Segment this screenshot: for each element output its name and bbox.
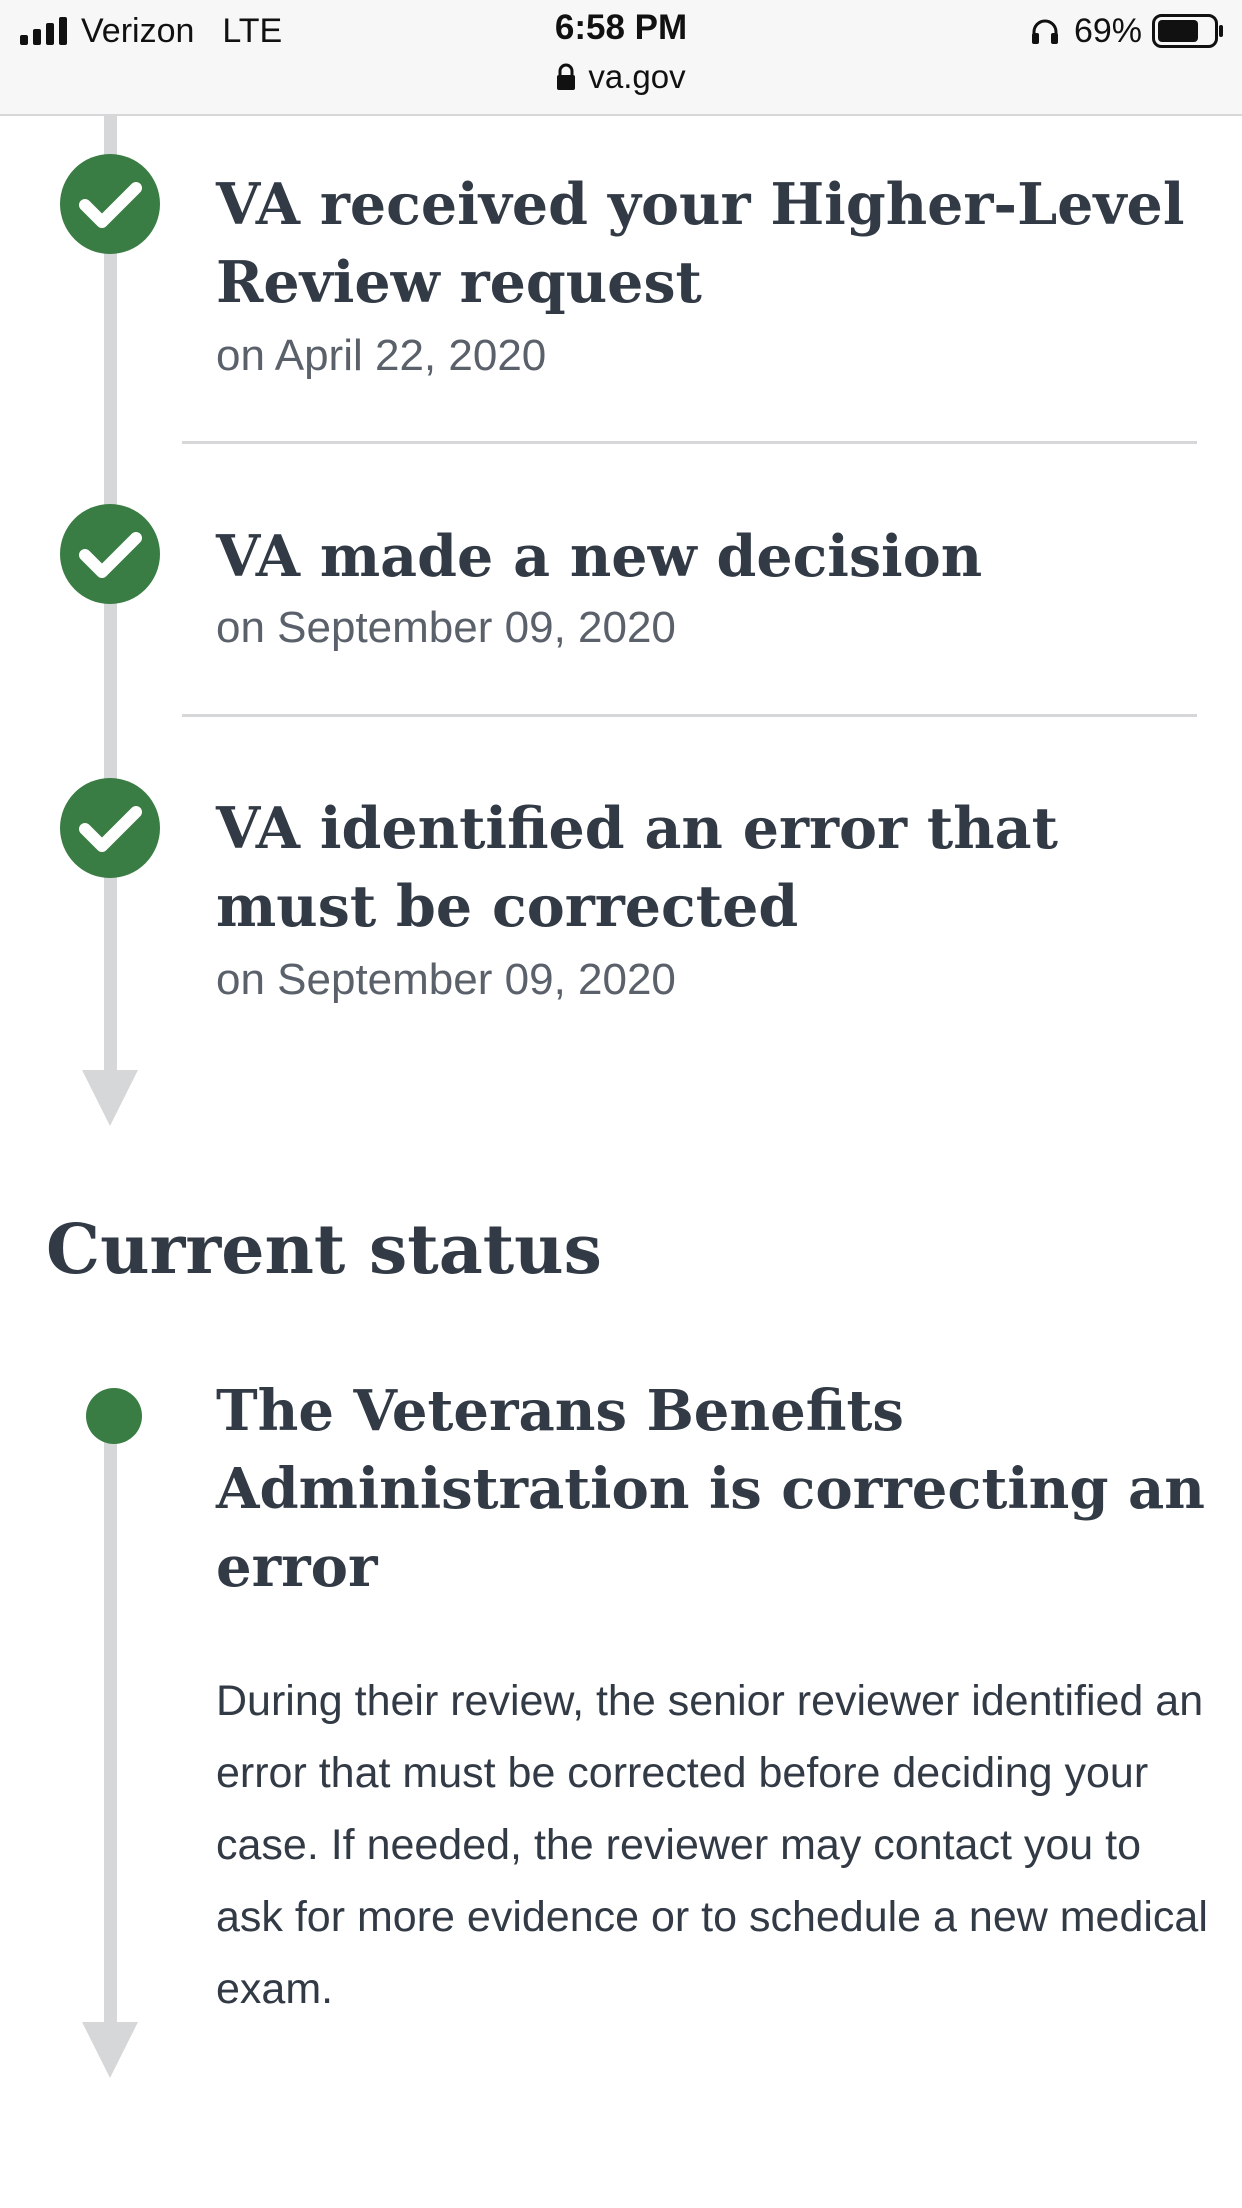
- current-status-description: During their review, the senior reviewer identified an error that must be corrected before deciding your case. If needed, the reviewer may contact you to ask for more evidence or to schedule a new medical exam.: [216, 1677, 1208, 2013]
- step-2-title: VA made a new decision: [216, 523, 983, 590]
- timeline-arrow-icon: [82, 1070, 138, 1126]
- step-2-date: on September 09, 2020: [216, 603, 676, 652]
- current-status-track: [104, 1440, 117, 2040]
- step-3-title: VA identified an error that must be corrected: [216, 795, 1058, 940]
- device-status: [1030, 10, 1224, 52]
- carrier-name: Verizon: [81, 11, 195, 50]
- ios-status-bar: [0, 0, 1242, 116]
- headphones-icon: [1030, 16, 1060, 46]
- step-divider: [182, 441, 1197, 444]
- lock-icon: [556, 63, 576, 91]
- check-circle-icon: [60, 504, 160, 604]
- step-1-title: VA received your Higher-Level Review request: [216, 171, 1185, 316]
- address-bar[interactable]: [0, 58, 1242, 96]
- battery-icon: [1152, 14, 1224, 48]
- check-circle-icon: [60, 154, 160, 254]
- url-text[interactable]: va.gov: [588, 58, 686, 95]
- step-divider: [182, 714, 1197, 717]
- current-status-title: The Veterans Benefits Administration is correcting an error: [216, 1378, 1205, 1600]
- network-type: LTE: [222, 11, 283, 50]
- check-circle-icon: [60, 778, 160, 878]
- current-step-dot-icon: [86, 1388, 142, 1444]
- step-3-date: on September 09, 2020: [216, 955, 676, 1004]
- current-status-heading: Current status: [46, 1210, 602, 1290]
- battery-percentage: 69%: [1073, 11, 1142, 50]
- step-1-date: on April 22, 2020: [216, 331, 547, 380]
- current-status-arrow-icon: [82, 2022, 138, 2078]
- clock: 6:58 PM: [554, 8, 688, 47]
